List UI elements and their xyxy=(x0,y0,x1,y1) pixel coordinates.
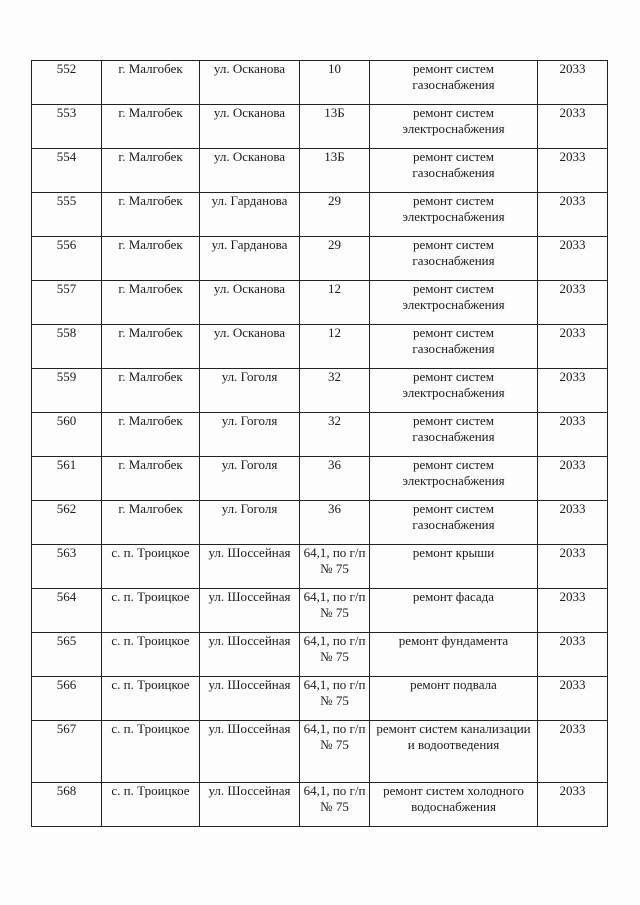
house-number-cell: 29 xyxy=(300,237,370,281)
row-number: 557 xyxy=(32,281,102,325)
table-row xyxy=(32,193,608,237)
work-type-cell: ремонт систем газоснабжения xyxy=(370,413,538,457)
house-number-cell: 64,1, по г/п № 75 xyxy=(300,783,370,827)
settlement-cell: с. п. Троицкое xyxy=(102,783,200,827)
row-number: 555 xyxy=(32,193,102,237)
work-type-cell: ремонт систем газоснабжения xyxy=(370,237,538,281)
house-number-cell: 36 xyxy=(300,501,370,545)
settlement-cell: с. п. Троицкое xyxy=(102,545,200,589)
house-number-cell: 12 xyxy=(300,281,370,325)
year-cell: 2033 xyxy=(538,237,608,281)
street-cell: ул. Осканова xyxy=(200,149,300,193)
house-number-cell: 64,1, по г/п № 75 xyxy=(300,677,370,721)
table-row xyxy=(32,281,608,325)
row-number: 564 xyxy=(32,589,102,633)
work-type-cell: ремонт систем газоснабжения xyxy=(370,149,538,193)
row-number: 552 xyxy=(32,61,102,105)
year-cell: 2033 xyxy=(538,783,608,827)
street-cell: ул. Шоссейная xyxy=(200,677,300,721)
row-number: 560 xyxy=(32,413,102,457)
row-number: 563 xyxy=(32,545,102,589)
year-cell: 2033 xyxy=(538,149,608,193)
street-cell: ул. Шоссейная xyxy=(200,721,300,783)
street-cell: ул. Гарданова xyxy=(200,193,300,237)
house-number-cell: 12 xyxy=(300,325,370,369)
table-row xyxy=(32,237,608,281)
work-type-cell: ремонт фундамента xyxy=(370,633,538,677)
street-cell: ул. Осканова xyxy=(200,61,300,105)
table-row xyxy=(32,149,608,193)
table-row xyxy=(32,501,608,545)
table-row xyxy=(32,413,608,457)
street-cell: ул. Осканова xyxy=(200,281,300,325)
house-number-cell: 36 xyxy=(300,457,370,501)
house-number-cell: 10 xyxy=(300,61,370,105)
table-row xyxy=(32,721,608,783)
work-type-cell: ремонт подвала xyxy=(370,677,538,721)
street-cell: ул. Гоголя xyxy=(200,413,300,457)
work-type-cell: ремонт систем электроснабжения xyxy=(370,105,538,149)
year-cell: 2033 xyxy=(538,589,608,633)
work-type-cell: ремонт систем газоснабжения xyxy=(370,325,538,369)
house-number-cell: 13Б xyxy=(300,105,370,149)
house-number-cell: 64,1, по г/п № 75 xyxy=(300,721,370,783)
table-row xyxy=(32,783,608,827)
work-type-cell: ремонт крыши xyxy=(370,545,538,589)
settlement-cell: г. Малгобек xyxy=(102,457,200,501)
table-row xyxy=(32,325,608,369)
table-row xyxy=(32,589,608,633)
year-cell: 2033 xyxy=(538,193,608,237)
year-cell: 2033 xyxy=(538,325,608,369)
row-number: 561 xyxy=(32,457,102,501)
year-cell: 2033 xyxy=(538,281,608,325)
row-number: 562 xyxy=(32,501,102,545)
year-cell: 2033 xyxy=(538,633,608,677)
year-cell: 2033 xyxy=(538,721,608,783)
work-type-cell: ремонт систем электроснабжения xyxy=(370,369,538,413)
row-number: 568 xyxy=(32,783,102,827)
year-cell: 2033 xyxy=(538,501,608,545)
year-cell: 2033 xyxy=(538,677,608,721)
settlement-cell: г. Малгобек xyxy=(102,413,200,457)
settlement-cell: г. Малгобек xyxy=(102,237,200,281)
street-cell: ул. Шоссейная xyxy=(200,545,300,589)
settlement-cell: с. п. Троицкое xyxy=(102,633,200,677)
settlement-cell: с. п. Троицкое xyxy=(102,589,200,633)
work-type-cell: ремонт систем газоснабжения xyxy=(370,501,538,545)
settlement-cell: с. п. Троицкое xyxy=(102,721,200,783)
work-type-cell: ремонт систем электроснабжения xyxy=(370,281,538,325)
year-cell: 2033 xyxy=(538,545,608,589)
street-cell: ул. Гоголя xyxy=(200,369,300,413)
street-cell: ул. Осканова xyxy=(200,105,300,149)
street-cell: ул. Осканова xyxy=(200,325,300,369)
street-cell: ул. Шоссейная xyxy=(200,589,300,633)
row-number: 556 xyxy=(32,237,102,281)
table-row xyxy=(32,677,608,721)
settlement-cell: с. п. Троицкое xyxy=(102,677,200,721)
row-number: 565 xyxy=(32,633,102,677)
table-row xyxy=(32,633,608,677)
settlement-cell: г. Малгобек xyxy=(102,105,200,149)
street-cell: ул. Шоссейная xyxy=(200,633,300,677)
settlement-cell: г. Малгобек xyxy=(102,281,200,325)
row-number: 559 xyxy=(32,369,102,413)
work-type-cell: ремонт систем электроснабжения xyxy=(370,457,538,501)
house-number-cell: 64,1, по г/п № 75 xyxy=(300,633,370,677)
house-number-cell: 13Б xyxy=(300,149,370,193)
work-type-cell: ремонт систем газоснабжения xyxy=(370,61,538,105)
year-cell: 2033 xyxy=(538,105,608,149)
row-number: 554 xyxy=(32,149,102,193)
house-number-cell: 64,1, по г/п № 75 xyxy=(300,589,370,633)
work-type-cell: ремонт систем холодного водоснабжения xyxy=(370,783,538,827)
settlement-cell: г. Малгобек xyxy=(102,61,200,105)
house-number-cell: 32 xyxy=(300,369,370,413)
street-cell: ул. Гоголя xyxy=(200,457,300,501)
settlement-cell: г. Малгобек xyxy=(102,369,200,413)
street-cell: ул. Гарданова xyxy=(200,237,300,281)
work-type-cell: ремонт систем электроснабжения xyxy=(370,193,538,237)
year-cell: 2033 xyxy=(538,457,608,501)
row-number: 558 xyxy=(32,325,102,369)
settlement-cell: г. Малгобек xyxy=(102,325,200,369)
house-number-cell: 32 xyxy=(300,413,370,457)
year-cell: 2033 xyxy=(538,369,608,413)
table-row xyxy=(32,369,608,413)
house-number-cell: 29 xyxy=(300,193,370,237)
row-number: 553 xyxy=(32,105,102,149)
work-type-cell: ремонт систем канализации и водоотведения xyxy=(370,721,538,783)
street-cell: ул. Гоголя xyxy=(200,501,300,545)
table-row xyxy=(32,61,608,105)
year-cell: 2033 xyxy=(538,61,608,105)
settlement-cell: г. Малгобек xyxy=(102,193,200,237)
settlement-cell: г. Малгобек xyxy=(102,149,200,193)
table-row xyxy=(32,545,608,589)
house-number-cell: 64,1, по г/п № 75 xyxy=(300,545,370,589)
settlement-cell: г. Малгобек xyxy=(102,501,200,545)
row-number: 566 xyxy=(32,677,102,721)
row-number: 567 xyxy=(32,721,102,783)
work-type-cell: ремонт фасада xyxy=(370,589,538,633)
repair-schedule-table xyxy=(31,60,608,827)
year-cell: 2033 xyxy=(538,413,608,457)
table-row xyxy=(32,105,608,149)
table-row xyxy=(32,457,608,501)
table-body xyxy=(32,61,608,827)
street-cell: ул. Шоссейная xyxy=(200,783,300,827)
